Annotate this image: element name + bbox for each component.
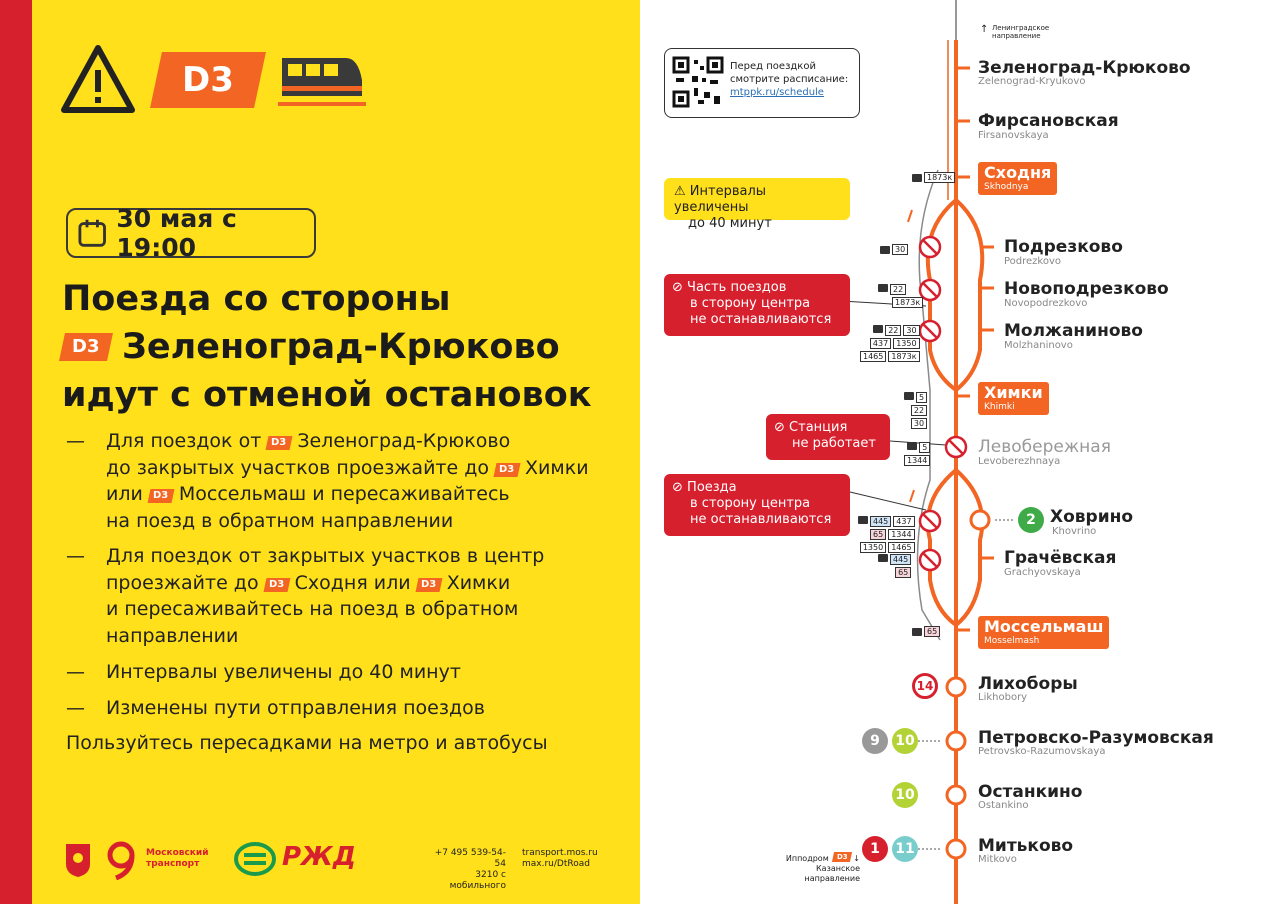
station-latin: Khovrino xyxy=(1052,526,1097,537)
bus-icon xyxy=(912,174,922,182)
station-firsanovskaya: Фирсановская xyxy=(978,111,1119,131)
date-box xyxy=(66,204,316,262)
date-text: 30 мая с 19:00 xyxy=(116,204,237,262)
station-latin: Firsanovskaya xyxy=(978,130,1049,141)
qr-caption: Перед поездкой смотрите расписание: mtppk.ru/schedule xyxy=(730,61,849,98)
bus-icon xyxy=(907,442,917,450)
red-stripe xyxy=(0,0,32,904)
bus-icon xyxy=(880,246,890,254)
callout-no-stops: ⊘ Поезда в сторону центра не останавливаются xyxy=(664,474,850,536)
bullet-1: — Для поездок от D3 Зеленоград-Крюково до закрытых участков проезжайте до D3 Химки или D3 Моссельмаш и пересаживайтесь на поезд в обратном направлении xyxy=(66,430,589,532)
station-latin: Petrovsko-Razumovskaya xyxy=(978,746,1106,757)
headline-line-3: идут с отменой остановок xyxy=(62,375,592,415)
metro-line-10-icon: 10 xyxy=(892,728,918,754)
station-latin: Novopodrezkovo xyxy=(1004,298,1088,309)
transfer-note: Пользуйтесь пересадками на метро и автобусы xyxy=(66,732,548,754)
metro-line-10-icon: 10 xyxy=(892,782,918,808)
headline-line-1: Поезда со стороны xyxy=(62,279,451,319)
d3-badge: D3 xyxy=(832,852,852,862)
train-icon xyxy=(278,50,368,110)
bullet-3: — Интервалы увеличены до 40 минут xyxy=(66,661,461,683)
station-mitkovo: Митьково xyxy=(978,836,1074,856)
station-molzhaninovo: Молжаниново xyxy=(1004,321,1143,341)
no-entry-icon: ⊘ xyxy=(672,480,683,495)
station-zelenograd: Зеленоград-Крюково xyxy=(978,58,1191,78)
station-skhodnya: Сходня Skhodnya xyxy=(978,162,1057,195)
metro-line-11-icon: 11 xyxy=(892,836,918,862)
station-likhobory: Лихоборы xyxy=(978,674,1078,694)
station-latin: Mitkovo xyxy=(978,854,1017,865)
d3-badge: D3 xyxy=(266,436,293,450)
metro-line-9-icon: 9 xyxy=(862,728,888,754)
bus-icon xyxy=(912,628,922,636)
station-podrezkovo: Подрезково xyxy=(1004,237,1123,257)
station-khovrino: Ховрино xyxy=(1050,507,1134,527)
bus-routes: 65 xyxy=(912,626,940,637)
rzd-logo: РЖД xyxy=(282,842,357,872)
schedule-link[interactable]: mtppk.ru/schedule xyxy=(730,87,824,98)
no-entry-icon: ⊘ xyxy=(672,280,683,295)
station-levoberezhnaya: Левобережная xyxy=(978,437,1111,457)
route-map xyxy=(640,0,1280,904)
d3-badge: D3 xyxy=(150,52,266,108)
station-latin: Grachyovskaya xyxy=(1004,567,1081,578)
bus-routes: 445 437 65 1344 1350 1465 xyxy=(858,516,915,553)
d3-badge: D3 xyxy=(147,489,174,503)
bullet-2: — Для поездок от закрытых участков в центр проезжайте до D3 Сходня или D3 Химки и пересаживайтесь на поезд в обратном направлении xyxy=(66,545,545,647)
bus-icon xyxy=(873,325,883,333)
bus-routes: 5 22 30 xyxy=(904,392,927,429)
station-grachyovskaya: Грачёвская xyxy=(1004,548,1117,568)
metro-line-2-icon: 2 xyxy=(1018,507,1044,533)
bus-routes: 22 30 437 1350 1465 1873к xyxy=(860,325,920,362)
headline xyxy=(62,275,592,419)
d3-badge: D3 xyxy=(415,578,442,592)
track-lines xyxy=(640,0,1280,904)
mcc-line-14-icon: 14 xyxy=(912,673,938,699)
headline-line-2: D3 Зеленоград-Крюково xyxy=(62,323,592,371)
station-latin: Podrezkovo xyxy=(1004,256,1062,267)
station-mosselmash: Моссельмаш Mosselmash xyxy=(978,616,1109,649)
bus-routes: 5 1344 xyxy=(904,442,930,466)
web-info: transport.mos.ru max.ru/DtRoad xyxy=(522,848,598,869)
station-latin: Likhobory xyxy=(978,692,1028,703)
station-latin: Molzhaninovo xyxy=(1004,340,1073,351)
warning-icon: ⚠ xyxy=(674,184,686,199)
station-latin: Zelenograd-Kryukovo xyxy=(978,76,1086,87)
callout-partial-stops: ⊘ Часть поездов в сторону центра не останавливаются xyxy=(664,274,850,336)
d3-badge: D3 xyxy=(59,333,113,361)
bus-icon xyxy=(858,516,868,524)
moscow-transport-logo-icon xyxy=(104,840,140,880)
station-khimki: Химки Khimki xyxy=(978,382,1049,415)
bottom-direction: Ипподром D3 ↓ Казанское направление xyxy=(785,853,860,883)
station-latin: Ostankino xyxy=(978,800,1029,811)
bus-icon xyxy=(878,554,888,562)
bullet-4: — Изменены пути отправления поездов xyxy=(66,697,485,719)
bus-routes: 30 xyxy=(880,244,908,255)
metro-line-1-icon: 1 xyxy=(862,836,888,862)
callout-station-closed: ⊘ Станция не работает xyxy=(766,414,890,460)
bus-routes: 22 1873к xyxy=(878,284,923,308)
phone-info: +7 495 539-54-54 3210 с мобильного xyxy=(434,848,506,891)
arrow-down-icon: ↓ xyxy=(853,854,860,863)
interval-callout: ⚠ Интервалы увеличены до 40 минут xyxy=(664,178,850,220)
top-direction: ↑ Ленинградское направление xyxy=(980,24,1050,40)
bus-icon xyxy=(904,392,914,400)
warning-icon xyxy=(60,44,136,114)
bus-icon xyxy=(878,284,888,292)
qr-code-icon xyxy=(672,56,724,108)
arrow-up-icon: ↑ xyxy=(980,24,989,35)
d3-badge: D3 xyxy=(494,463,521,477)
station-latin: Levoberezhnaya xyxy=(978,456,1061,467)
station-ostankino: Останкино xyxy=(978,782,1083,802)
bus-routes: 445 65 xyxy=(878,554,911,578)
no-entry-icon: ⊘ xyxy=(774,420,785,435)
d3-badge: D3 xyxy=(263,578,290,592)
bus-routes: 1873к xyxy=(912,172,955,183)
moscow-transport-label: Московский транспорт xyxy=(146,848,209,869)
moscow-coat-of-arms-icon xyxy=(64,842,92,878)
calendar-icon xyxy=(78,218,106,248)
express-logo-icon xyxy=(234,842,276,876)
station-novopodrezkovo: Новоподрезково xyxy=(1004,279,1169,299)
station-petrovsko-razumovskaya: Петровско-Разумовская xyxy=(978,728,1214,748)
